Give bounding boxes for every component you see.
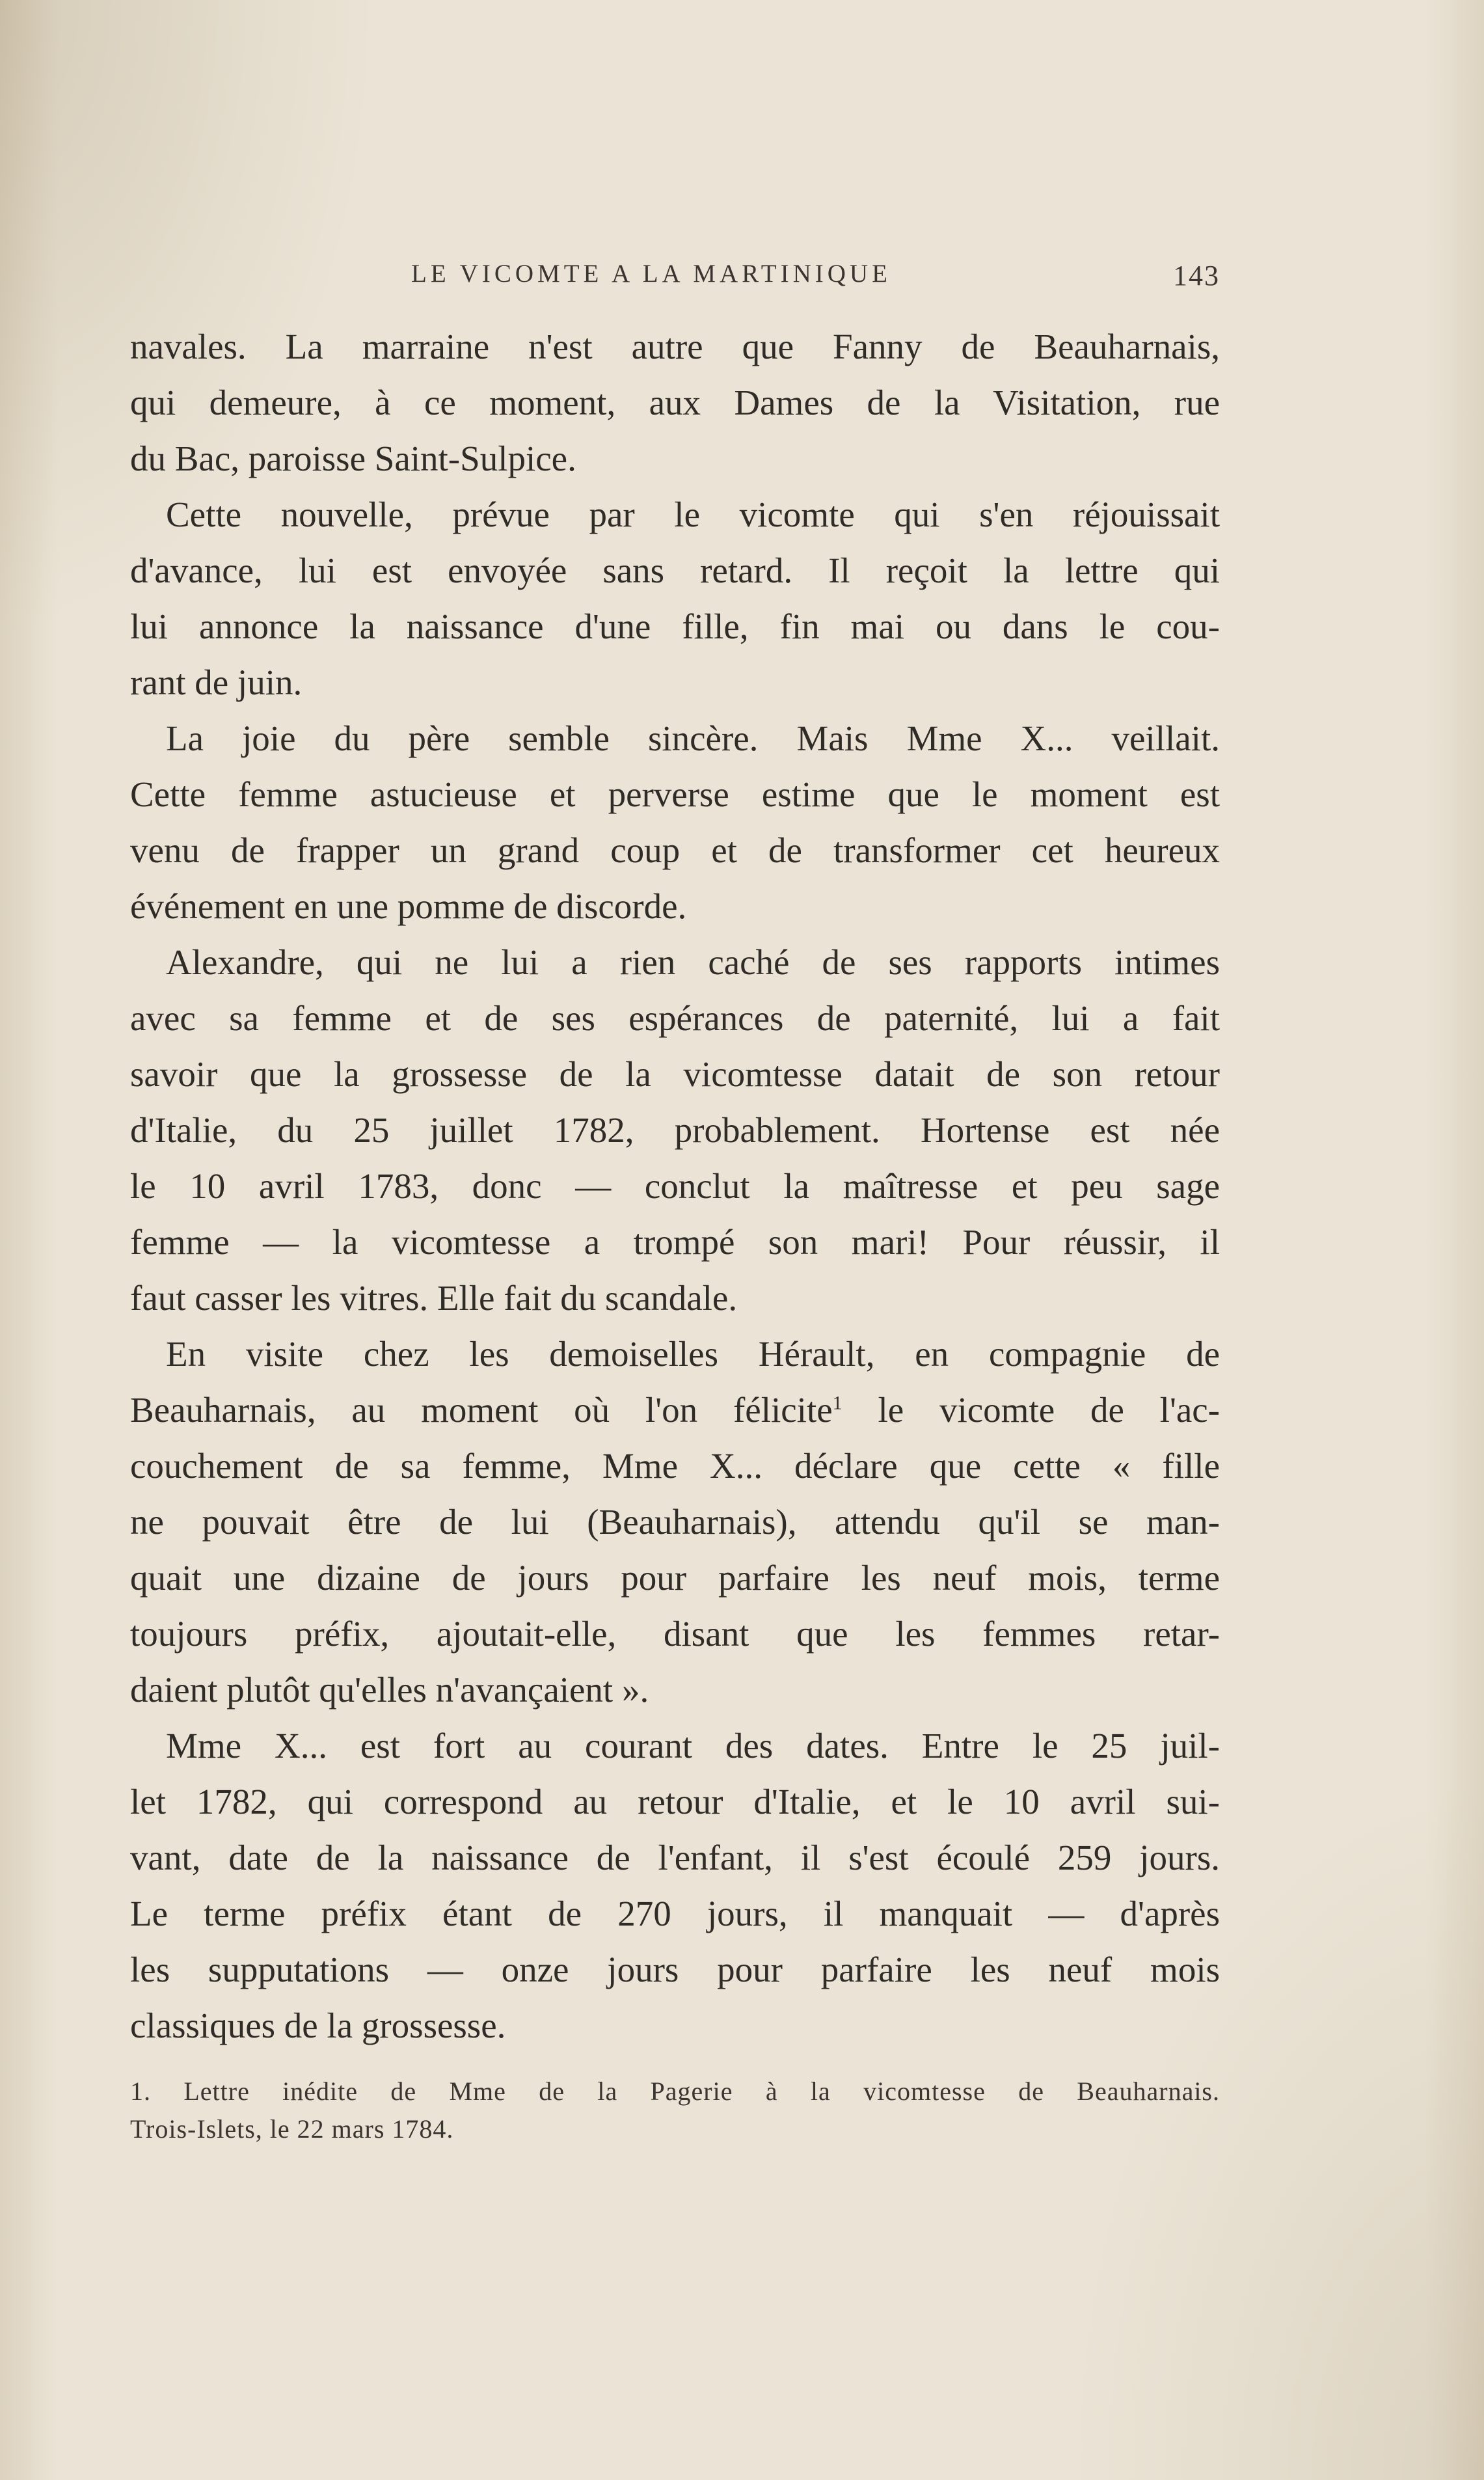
text-line: ne pouvait être de lui (Beauharnais), attendu qu'il se man- — [130, 1502, 1220, 1542]
text-line: daient plutôt qu'elles n'avançaient ». — [130, 1670, 649, 1710]
text-line: En visite chez les demoiselles Hérault, en compagnie de — [166, 1334, 1220, 1374]
text-line-with-footnote — [130, 1382, 1220, 1438]
page-number: 143 — [1173, 260, 1220, 292]
text-line: du Bac, paroisse Saint-Sulpice. — [130, 439, 576, 478]
text-line: couchement de sa femme, Mme X... déclare que cette « fille — [130, 1446, 1220, 1486]
text-line: événement en une pomme de discorde. — [130, 886, 687, 926]
text-line: La joie du père semble sincère. Mais Mme X... veillait. — [166, 718, 1220, 758]
page-header — [130, 259, 1220, 298]
text-fragment: le vicomte de l'ac- — [878, 1390, 1220, 1430]
footnotes — [130, 2073, 1220, 2148]
text-line: avec sa femme et de ses espérances de paternité, lui a fait — [130, 998, 1220, 1038]
text-line: Cette femme astucieuse et perverse estime que le moment est — [130, 774, 1220, 814]
text-line: toujours préfix, ajoutait-elle, disant que les femmes retar- — [130, 1614, 1220, 1654]
text-fragment: Beauharnais, au moment où l'on félicite — [130, 1390, 833, 1430]
text-line: Mme X... est fort au courant des dates. Entre le 25 juil- — [166, 1726, 1220, 1765]
text-line: lui annonce la naissance d'une fille, fin mai ou dans le cou- — [130, 606, 1220, 646]
text-line: d'Italie, du 25 juillet 1782, probablement. Hortense est née — [130, 1110, 1220, 1150]
text-line: Cette nouvelle, prévue par le vicomte qui s'en réjouissait — [166, 495, 1220, 534]
text-line: let 1782, qui correspond au retour d'Italie, et le 10 avril sui- — [130, 1782, 1220, 1821]
running-head: LE VICOMTE A LA MARTINIQUE — [411, 260, 891, 288]
text-line: Le terme préfix étant de 270 jours, il manquait — d'après — [130, 1894, 1220, 1933]
text-line: classiques de la grossesse. — [130, 2006, 506, 2045]
footnote-marker[interactable]: 1 — [832, 1392, 843, 1414]
text-line: quait une dizaine de jours pour parfaire les neuf mois, terme — [130, 1558, 1220, 1598]
text-line: femme — la vicomtesse a trompé son mari! Pour réussir, il — [130, 1222, 1220, 1262]
footnote-line: Trois-Islets, le 22 mars 1784. — [130, 2114, 454, 2144]
text-line: rant de juin. — [130, 662, 303, 702]
text-line: navales. La marraine n'est autre que Fanny de Beauharnais, — [130, 327, 1220, 366]
text-line: le 10 avril 1783, donc — conclut la maîtresse et peu sage — [130, 1166, 1220, 1206]
text-line: les supputations — onze jours pour parfaire les neuf mois — [130, 1950, 1220, 1989]
text-line: faut casser les vitres. Elle fait du scandale. — [130, 1278, 738, 1318]
text-line: Alexandre, qui ne lui a rien caché de ses rapports intimes — [166, 942, 1220, 982]
footnote-line: 1. Lettre inédite de Mme de la Pagerie à la vicomtesse de Beauharnais. — [130, 2077, 1220, 2106]
body-text — [130, 319, 1220, 2054]
text-line: qui demeure, à ce moment, aux Dames de la Visitation, rue — [130, 383, 1220, 422]
text-line: vant, date de la naissance de l'enfant, il s'est écoulé 259 jours. — [130, 1838, 1220, 1877]
text-line: d'avance, lui est envoyée sans retard. Il reçoit la lettre qui — [130, 551, 1220, 590]
text-line: venu de frapper un grand coup et de transformer cet heureux — [130, 830, 1220, 870]
text-line: savoir que la grossesse de la vicomtesse datait de son retour — [130, 1054, 1220, 1094]
